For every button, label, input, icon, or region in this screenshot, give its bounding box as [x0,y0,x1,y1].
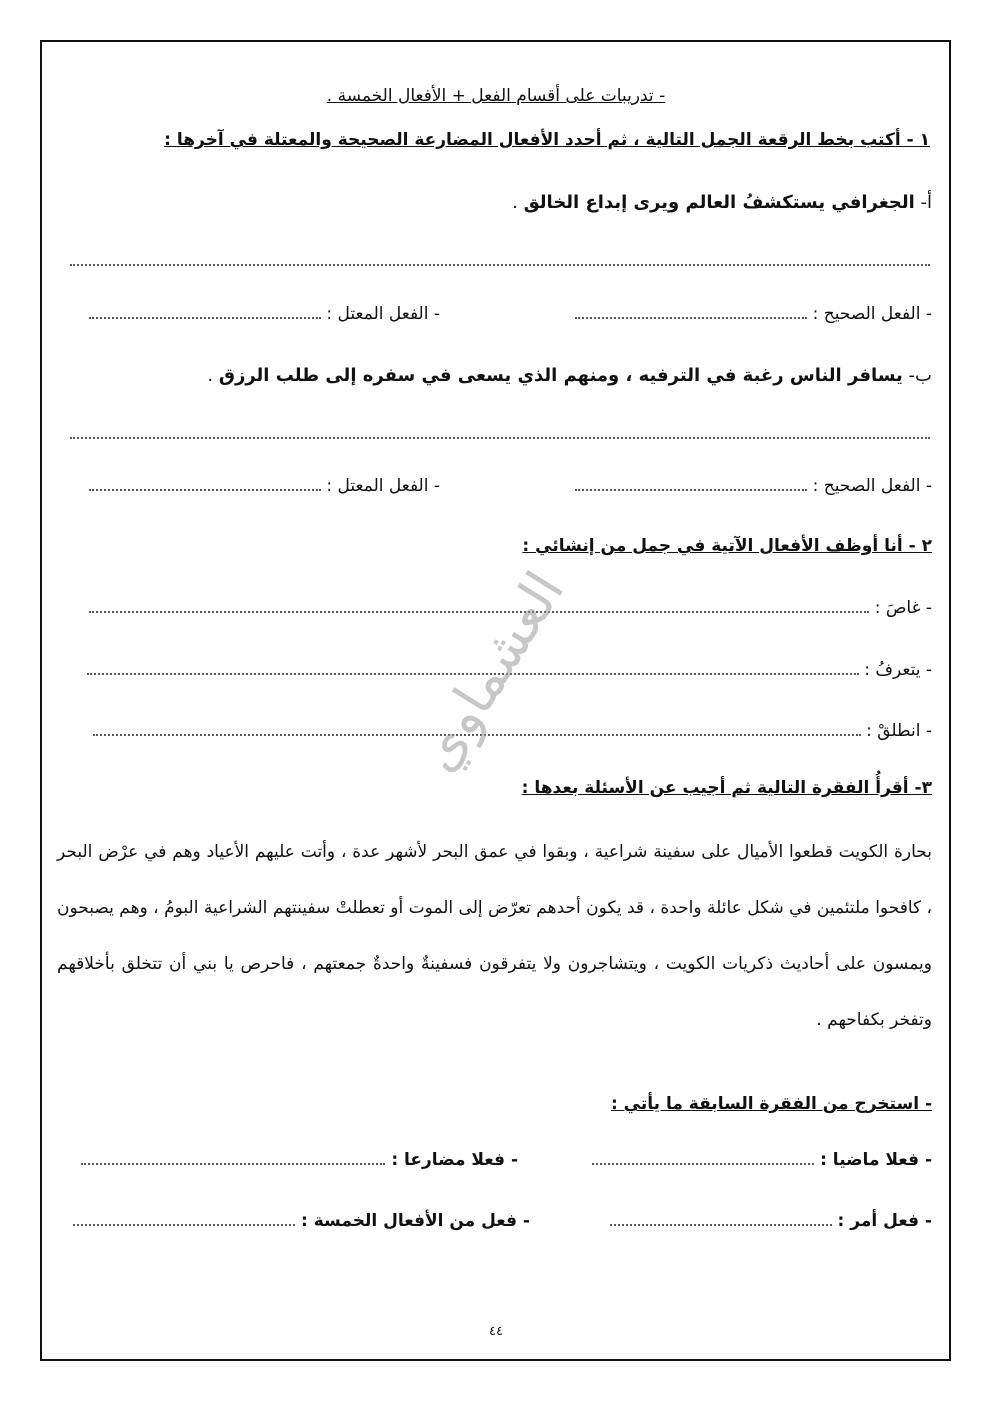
sentence-b-text: يسافر الناس رغبة في الترفيه ، ومنهم الذي يسعى في سفره إلى طلب الرزق [218,365,903,386]
weak-verb-field-b [89,476,440,496]
verb-item-2-label: - يتعرفُ : [864,660,932,680]
weak-verb-field-a [89,304,440,324]
weak-verb-answer-b[interactable] [89,489,321,491]
sound-verb-answer-a[interactable] [575,317,807,319]
verb-item-1-label: - غاصَ : [874,598,932,618]
question-3-heading: ٣- أقرأُ الفقرة التالية ثم أجيب عن الأسئلة بعدها : [521,778,932,798]
sentence-a-prefix: أ- [914,192,932,213]
page-number: ٤٤ [489,1324,503,1339]
verb-item-3-label: - انطلقْ : [866,721,932,741]
question-1-heading: ١ - أكتب بخط الرقعة الجمل التالية ، ثم أحدد الأفعال المضارعة الصحيحة والمعتلة في آخرها : [164,130,930,150]
weak-verb-label: - الفعل المعتل : [326,476,440,496]
reading-paragraph: بحارة الكويت قطعوا الأميال على سفينة شراعية ، وبقوا في عمق البحر لأشهر عدة ، وأتت عليهم الأعياد وهم في عرْض البحر ، كافحوا ملتئمين في شكل عائلة واحدة ، قد يكون أحدهم تعرّض إلى الموت أو تعطلتْ سفينتهم الشراعية البومُ ، وهم يصبحون ويمسون على أحاديث ذكريات الكويت ، ويتشاجرون ولا يتفرقون فسفينةٌ واحدةٌ جمعتهم ، فاحرص يا بني أن تتخلق بأخلاقهم وتفخر بكفاحهم . [57,842,932,1030]
sentence-b-end: . [207,365,219,386]
writing-line-b[interactable] [70,437,930,439]
sound-verb-answer-b[interactable] [575,489,807,491]
imperative-verb-label: - فعل أمر : [837,1211,932,1231]
five-verbs-answer[interactable] [73,1224,295,1226]
imperative-verb-field [610,1211,932,1231]
verb-item-3 [93,721,932,741]
weak-verb-answer-a[interactable] [89,317,321,319]
extract-heading: - استخرج من الفقرة السابقة ما يأتي : [610,1094,932,1114]
sentence-a-text: الجغرافي يستكشفُ العالم ويرى إبداع الخالق [523,192,915,213]
present-verb-label: - فعلا مضارعا : [391,1150,518,1170]
five-verbs-label: - فعل من الأفعال الخمسة : [301,1211,530,1231]
past-verb-answer[interactable] [592,1163,814,1165]
question-2-heading: ٢ - أنا أوظف الأفعال الآتية في جمل من إنشائي : [522,536,932,556]
sentence-a [512,192,932,213]
watermark: العشماوي [405,560,577,783]
imperative-verb-answer[interactable] [610,1224,832,1226]
sound-verb-label: - الفعل الصحيح : [812,304,932,324]
weak-verb-label: - الفعل المعتل : [326,304,440,324]
sound-verb-field-b [575,476,932,496]
verb-item-1-answer[interactable] [89,611,869,613]
sound-verb-label: - الفعل الصحيح : [812,476,932,496]
writing-line-a[interactable] [70,264,930,266]
sentence-b [207,365,932,386]
sentence-b-prefix: ب- [902,365,932,386]
past-verb-label: - فعلا ماضيا : [820,1150,932,1170]
past-verb-field [592,1150,932,1170]
present-verb-answer[interactable] [81,1163,385,1165]
sound-verb-field-a [575,304,932,324]
five-verbs-field [73,1211,530,1231]
sentence-a-end: . [512,192,524,213]
page-title: - تدريبات على أقسام الفعل + الأفعال الخمسة . [326,86,666,106]
present-verb-field [81,1150,518,1170]
